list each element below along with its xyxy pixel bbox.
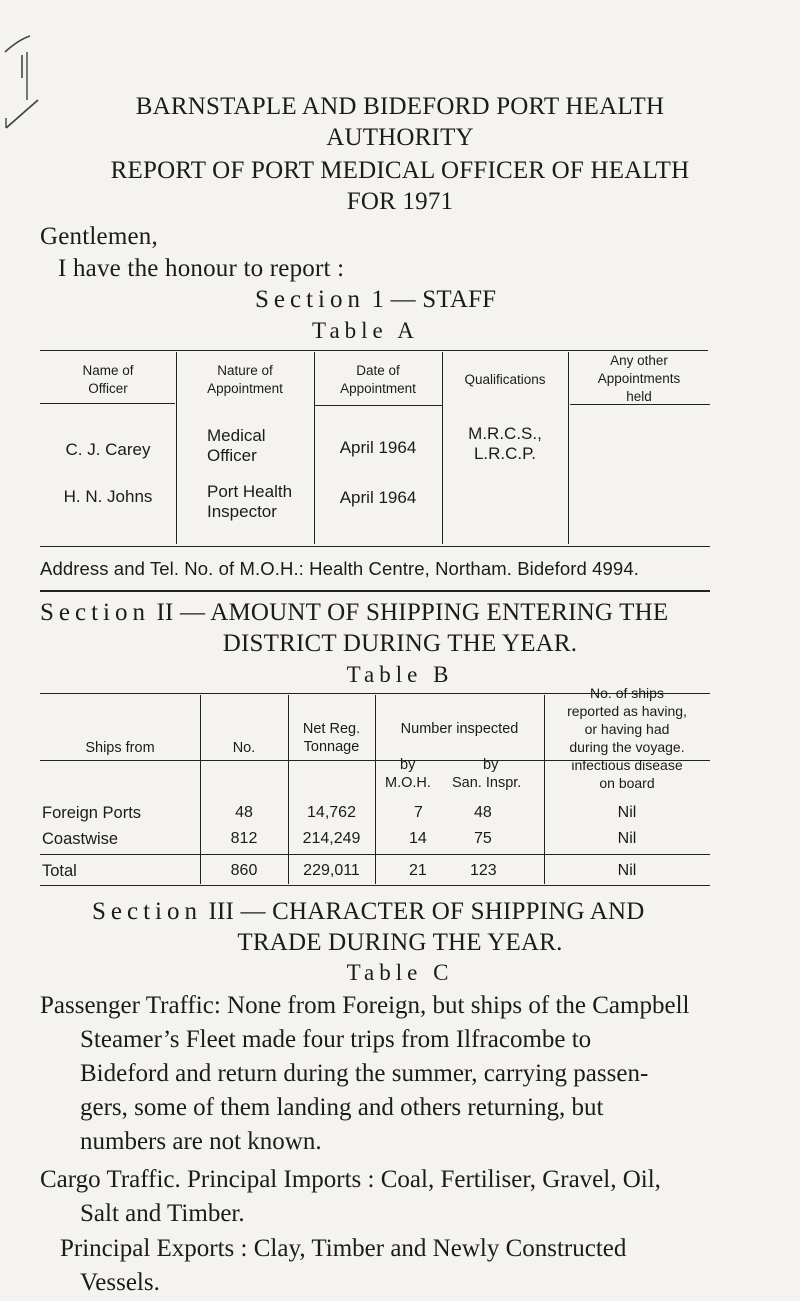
row-total-moh: 21 [409,862,427,879]
passenger-traffic-paragraph: Passenger Traffic: None from Foreign, but ships of the Campbell Steamer’s Fleet made four trips from Ilfracombe to Bideford and return during the summer, carrying passen- gers, some of them landing and others returning, but numbers are not known. [40,992,690,1155]
row2-date: April 1964 [339,488,417,507]
row-coastwise-moh: 14 [409,830,427,847]
col-inspected-header: Number inspected [400,721,519,737]
section2-heading-text: II — AMOUNT OF SHIPPING ENTERING THE [156,599,669,626]
table-c-label: Table C [346,960,454,985]
cargo-traffic-paragraph: Cargo Traffic. Principal Imports : Coal, Fertiliser, Gravel, Oil, Salt and Timber. [40,1166,661,1227]
row-foreign-moh: 7 [414,804,423,821]
col-san: San. Inspr. [452,775,522,791]
report-title-line1: REPORT OF PORT MEDICAL OFFICER OF HEALTH [110,157,690,184]
col-by2: by [483,757,499,773]
section3-heading-line2: TRADE DURING THE YEAR. [237,929,563,956]
col-qualifications-header: Qualifications [464,372,546,387]
row-foreign-tonnage: 14,762 [307,804,356,821]
col-ships-from-header: Ships from [85,740,155,756]
row-foreign-from: Foreign Ports [42,804,142,822]
row-total-tonnage: 229,011 [303,862,360,879]
section3-prefix: Section [92,898,202,925]
col-tonnage-header: Net Reg. Tonnage [302,721,361,755]
row-coastwise-no: 812 [230,830,258,847]
row-coastwise-infectious: Nil [617,830,637,847]
intro-text: I have the honour to report : [58,255,345,282]
row-coastwise-from: Coastwise [42,830,119,848]
row1-name: C. J. Carey [65,440,151,459]
table-a-label: Table A [312,318,419,343]
row-coastwise-san: 75 [474,830,492,847]
section2-heading-line2: DISTRICT DURING THE YEAR. [222,630,578,657]
row-foreign-no: 48 [235,804,253,821]
section3-heading-text: III — CHARACTER OF SHIPPING AND [208,898,645,925]
section1-heading-text: 1 — STAFF [371,286,497,313]
principal-exports-paragraph: Principal Exports : Clay, Timber and Newly Constructed Vessels. [60,1235,627,1296]
col-date-header: Date of Appointment [340,363,416,396]
row-total-label: Total [42,862,77,880]
table-b-label: Table B [346,662,454,687]
row-foreign-san: 48 [474,804,492,821]
header-title-line1: BARNSTAPLE AND BIDEFORD PORT HEALTH [135,93,665,120]
row2-nature: Port Health Inspector [207,482,293,521]
salutation: Gentlemen, [40,223,158,250]
row1-date: April 1964 [339,438,417,457]
row1-nature: Medical Officer [207,426,266,465]
row1-qualifications: M.R.C.S., L.R.C.P. [468,424,542,463]
header-title-line2: AUTHORITY [326,124,474,151]
section1-prefix: Section [255,286,365,313]
row2-name: H. N. Johns [63,487,153,506]
row-total-no: 860 [230,862,258,879]
report-title-line2: FOR 1971 [346,188,454,215]
section2-prefix: Section [40,599,150,626]
col-no-header: No. [232,740,256,756]
row-foreign-infectious: Nil [617,804,637,821]
col-name-header: Name of Officer [82,363,134,396]
section2-heading [40,599,668,627]
col-other-header: Any other Appointments held [597,353,681,404]
section3-heading [92,898,645,926]
col-moh: M.O.H. [385,775,431,791]
address-line: Address and Tel. No. of M.O.H.: Health Centre, Northam. Bideford 4994. [40,558,639,579]
row-coastwise-tonnage: 214,249 [302,830,361,847]
col-nature-header: Nature of Appointment [207,363,283,396]
section1-heading [255,286,496,314]
row-total-infectious: Nil [617,862,637,879]
col-by1: by [400,757,416,773]
col-infectious-header: No. of ships reported as having, or having had during the voyage. infectious disease on board [567,685,687,791]
row-total-san: 123 [470,862,497,879]
